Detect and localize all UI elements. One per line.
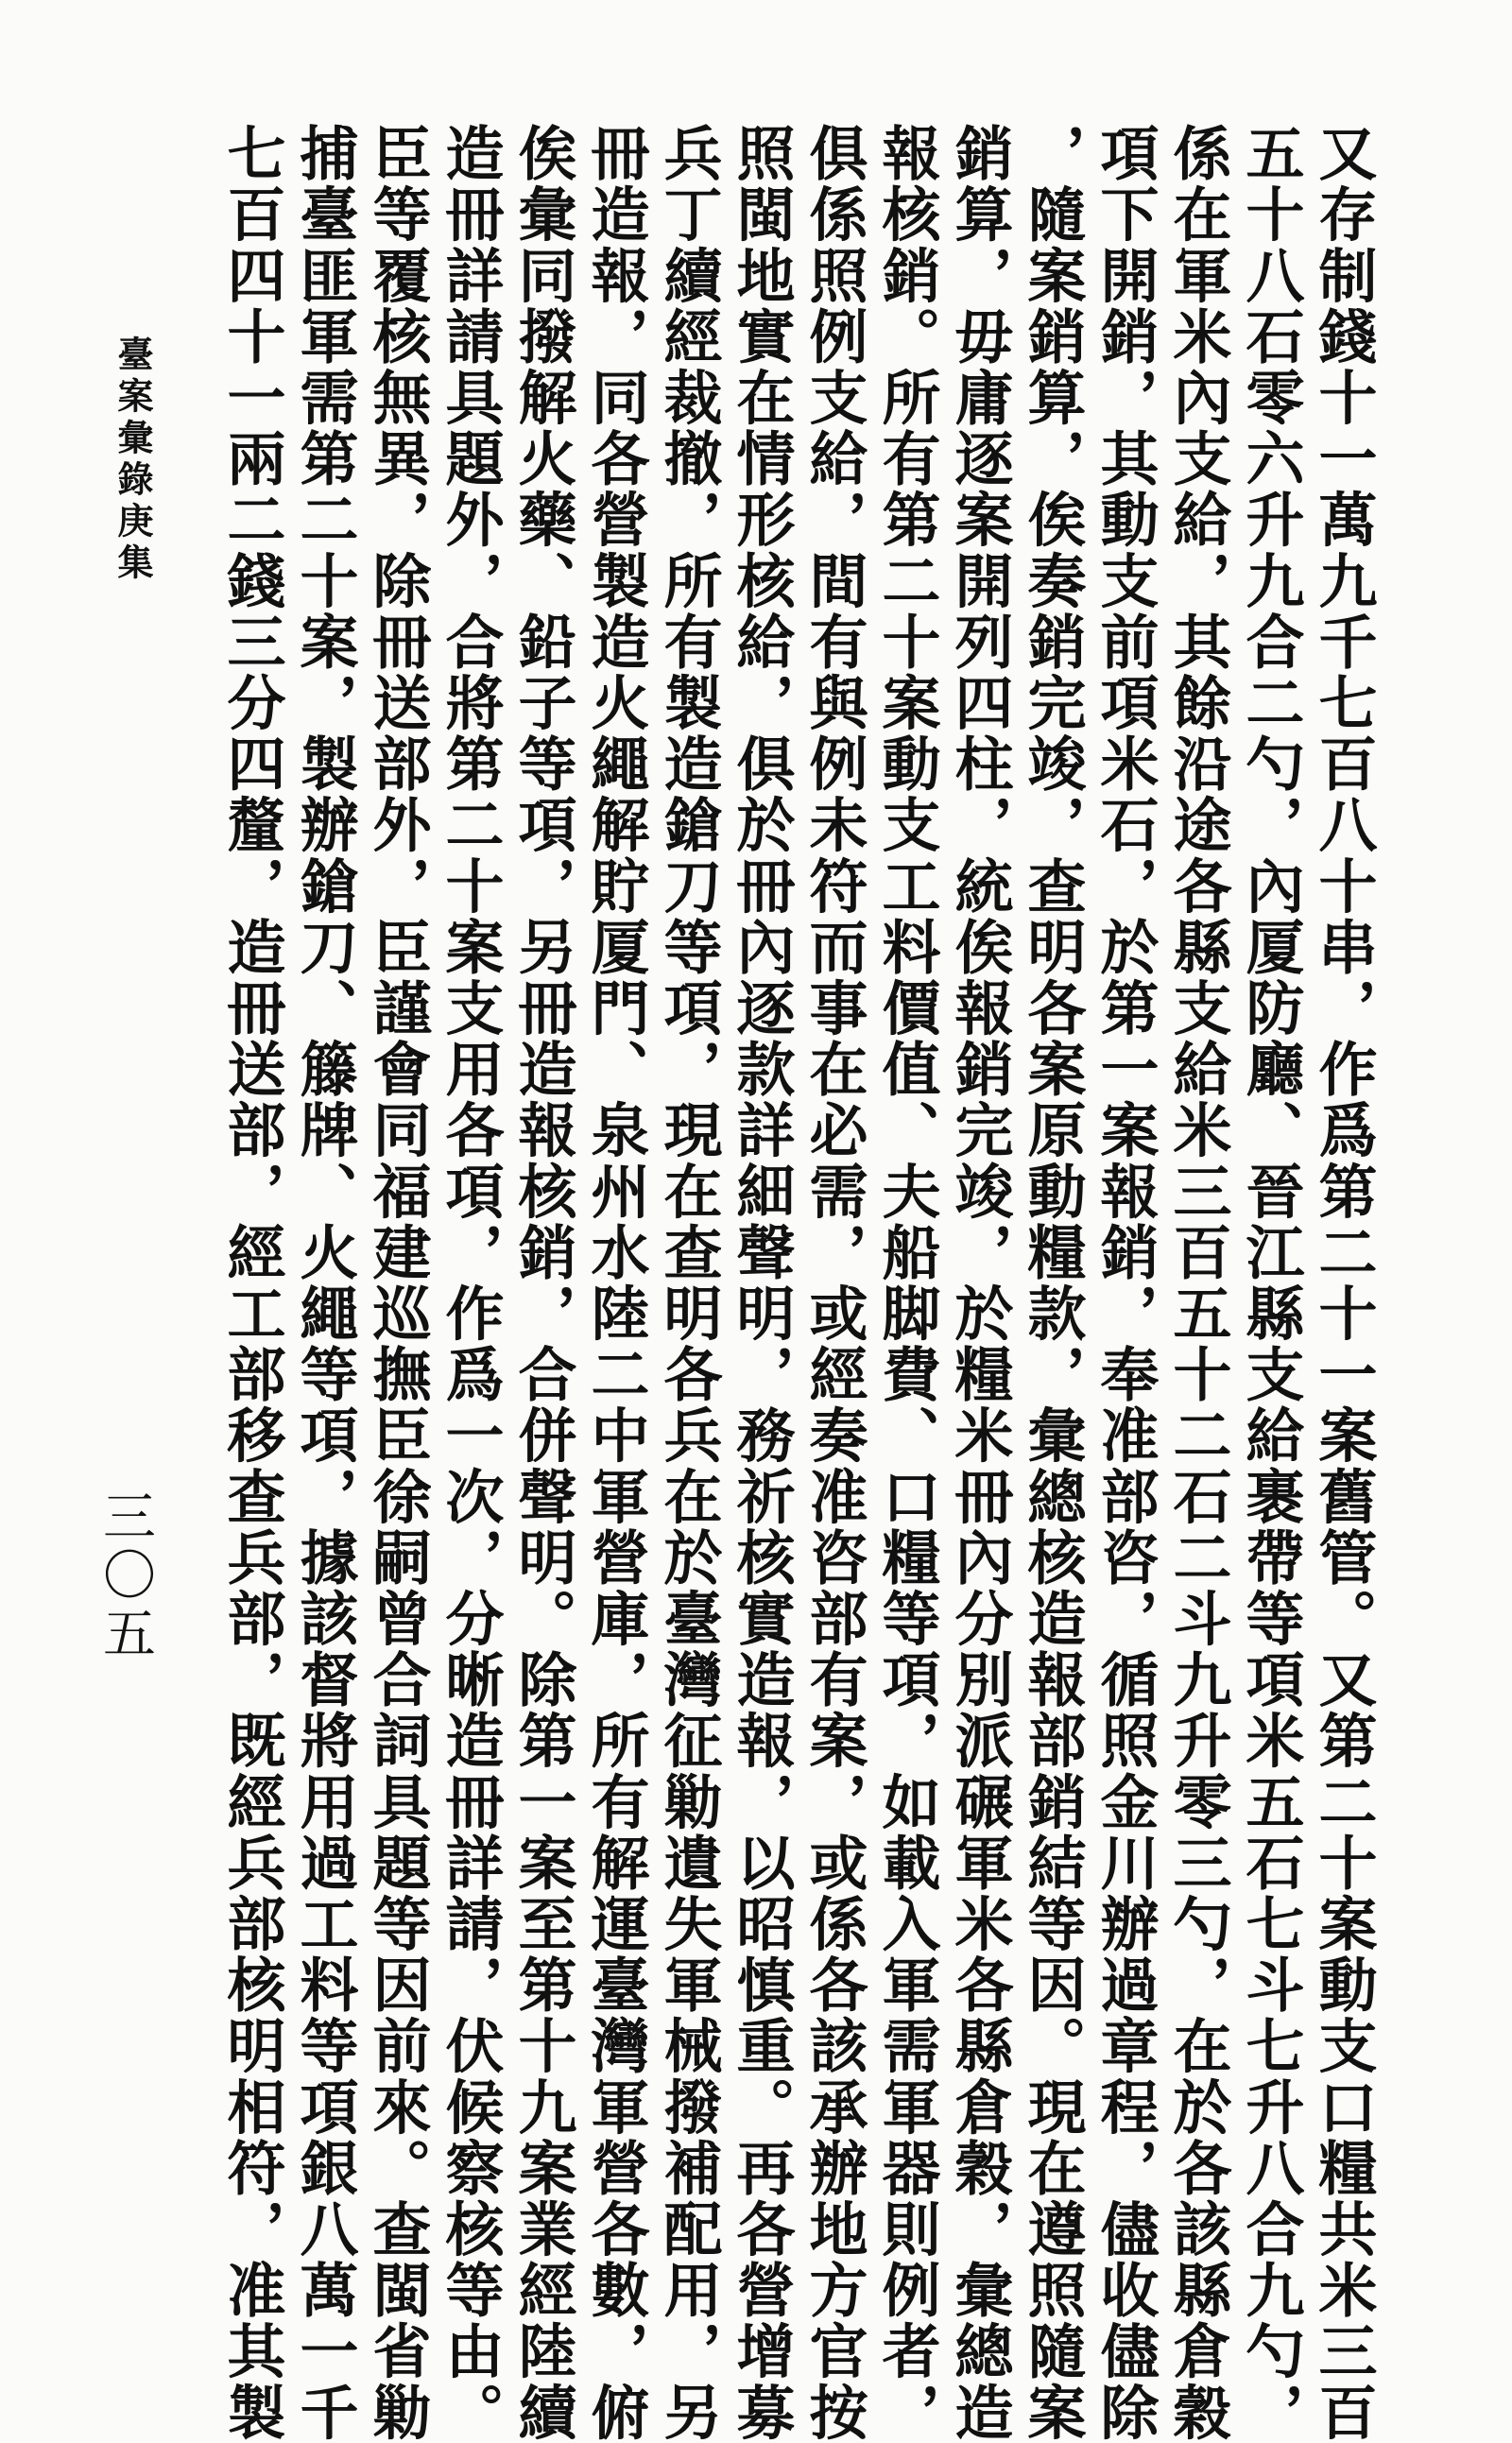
running-head: 臺案彙錄庚集 — [112, 335, 154, 585]
text-column-15: 捕臺匪軍需第二十案，製辦鎗刀、籐牌、火繩等項，據該督將用過工料等項銀八萬一千 — [290, 123, 359, 2443]
page-number: 三〇五 — [94, 1488, 156, 1664]
text-column-11: 冊造報，同各營製造火繩解貯厦門、泉州水陸二中軍營庫，所有解運臺灣軍營各數，俯 — [581, 123, 650, 2443]
text-column-7: 報核銷。所有第二十案動支工料價值、夫船脚費、口糧等項，如載入軍需軍器則例者， — [872, 123, 941, 2443]
text-column-14: 臣等覆核無異，除冊送部外，臣謹會同福建巡撫臣徐嗣曾合詞具題等因前來。查閩省勦 — [363, 123, 432, 2443]
text-column-9: 照閩地實在情形核給，俱於冊內逐款詳細聲明，務祈核實造報，以昭慎重。再各營增募 — [727, 123, 796, 2443]
text-column-16: 七百四十一兩二錢三分四釐，造冊送部，經工部移查兵部，既經兵部核明相符，准其製 — [217, 123, 286, 2443]
text-column-6: 銷算，毋庸逐案開列四柱，統俟報銷完竣，於糧米冊內分別派碾軍米各縣倉穀，彙總造 — [945, 123, 1014, 2443]
text-column-8: 俱係照例支給，間有與例未符而事在必需，或經奏准咨部有案，或係各該承辦地方官按 — [799, 123, 868, 2443]
text-column-13: 造冊詳請具題外，合將第二十案支用各項，作爲一次，分晰造冊詳請，伏候察核等由。 — [436, 123, 505, 2443]
text-column-1: 又存制錢十一萬九千七百八十串，作爲第二十一案舊管。又第二十案動支口糧共米三百 — [1309, 123, 1378, 2443]
text-column-5: ，隨案銷算，俟奏銷完竣，查明各案原動糧款，彙總核造報部銷結等因。現在遵照隨案 — [1018, 123, 1087, 2443]
text-column-3: 係在軍米內支給，其餘沿途各縣支給米三百五十二石二斗九升零三勺，在於各該縣倉穀 — [1163, 123, 1232, 2443]
text-column-4: 項下開銷，其動支前項米石，於第一案報銷，奉准部咨，循照金川辦過章程，儘收儘除 — [1091, 123, 1160, 2443]
text-column-12: 俟彙同撥解火藥、鉛子等項，另冊造報核銷，合併聲明。除第一案至第十九案業經陸續 — [508, 123, 577, 2443]
text-column-2: 五十八石零六升九合二勺，內厦防廳、晉江縣支給裹帶等項米五石七斗七升八合九勺， — [1236, 123, 1305, 2443]
text-column-10: 兵丁續經裁撤，所有製造鎗刀等項，現在查明各兵在於臺灣征勦遺失軍械撥補配用，另 — [654, 123, 723, 2443]
